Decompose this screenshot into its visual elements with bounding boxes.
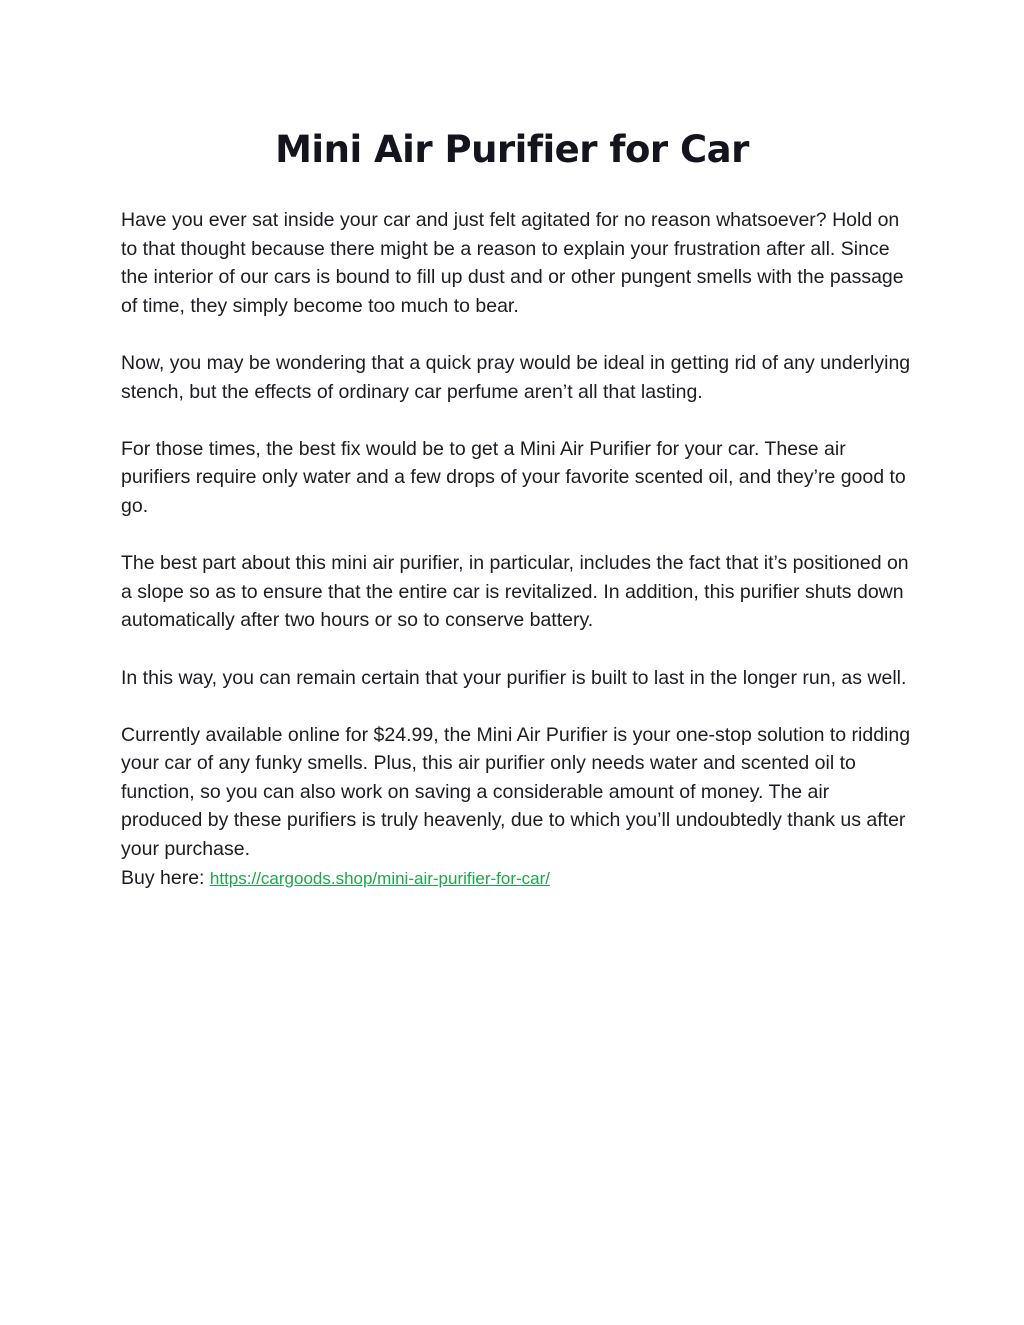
paragraph-3: For those times, the best fix would be to get a Mini Air Purifier for your car. These air purifiers require only water and a few drops of your favorite scented oil, and they’re good to go. [121,437,906,517]
paragraph-2: Now, you may be wondering that a quick pray would be ideal in getting rid of any underlying stench, but the effects of ordinary car perfume aren’t all that lasting. [121,351,911,403]
buy-line [121,864,911,894]
paragraph-1: Have you ever sat inside your car and just felt agitated for no reason whatsoever? Hold on to that thought because there might be a reason to explain your frustration after all. Since the interior of our cars is bound to fill up dust and or other pungent smells with the passage of time, they simply become too much to bear. [121,209,904,317]
buy-label: Buy here: [121,866,210,889]
article-body [121,206,911,893]
buy-link[interactable]: https://cargoods.shop/mini-air-purifier-for-car/ [209,868,551,888]
paragraph-5: In this way, you can remain certain that your purifier is built to last in the longer run, as well. [121,666,907,689]
paragraph-6: Currently available online for $24.99, the Mini Air Purifier is your one-stop solution to ridding your car of any funky smells. Plus, this air purifier only needs water and scented oil to function, so you can also work on saving a considerable amount of money. The air produced by these purifiers is truly heavenly, due to which you’ll undoubtedly thank us after your purchase. [121,723,911,861]
page-title: Mini Air Purifier for Car [275,128,749,171]
paragraph-4: The best part about this mini air purifier, in particular, includes the fact that it’s positioned on a slope so as to ensure that the entire car is revitalized. In addition, this purifier shuts down automatically after two hours or so to conserve battery. [121,552,909,632]
